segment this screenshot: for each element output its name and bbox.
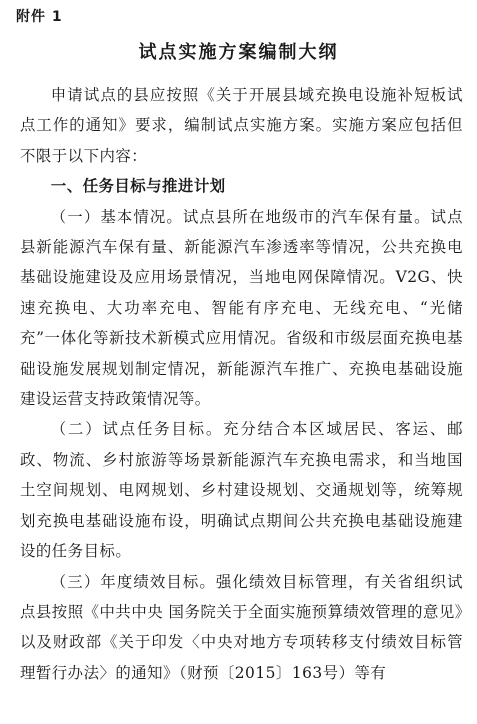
annual-performance-paragraph: （三）年度绩效目标。强化绩效目标管理，有关省组织试点县按照《中共中央 国务院关于全面实施预算绩效管理的意见》以及财政部《关于印发〈中央对地方专项转移支付绩效目标管理暂行办法〉的通知》（财预〔2015〕163号）等有 <box>20 572 463 682</box>
section-heading: 一、任务目标与推进计划 <box>50 177 226 196</box>
document-body <box>20 80 463 688</box>
task-goal-paragraph: （二）试点任务目标。充分结合本区域居民、客运、邮政、物流、乡村旅游等场景新能源汽车充换电需求，和当地国土空间规划、电网规划、乡村建设规划、交通规划等，统筹规划充换电基础设施布设，明确试点期间公共充换电基础设施建设的任务目标。 <box>20 420 463 561</box>
attachment-label: 附件 1 <box>16 9 63 25</box>
document-title: 试点实施方案编制大纲 <box>138 42 339 63</box>
basic-situation-paragraph: （一）基本情况。试点县所在地级市的汽车保有量。试点县新能源汽车保有量、新能源汽车渗透率等情况，公共充换电基础设施建设及应用场景情况，当地电网保障情况。V2G、快速充换电、大功率充电、智能有序充电、无线充电、“光储充”一体化等新技术新模式应用情况。省级和市级层面充换电基础设施发展规划制定情况，新能源汽车推广、充换电基础设施建设运营支持政策情况等。 <box>20 207 463 409</box>
intro-paragraph: 申请试点的县应按照《关于开展县域充换电设施补短板试点工作的通知》要求，编制试点实施方案。实施方案应包括但不限于以下内容： <box>20 86 463 165</box>
